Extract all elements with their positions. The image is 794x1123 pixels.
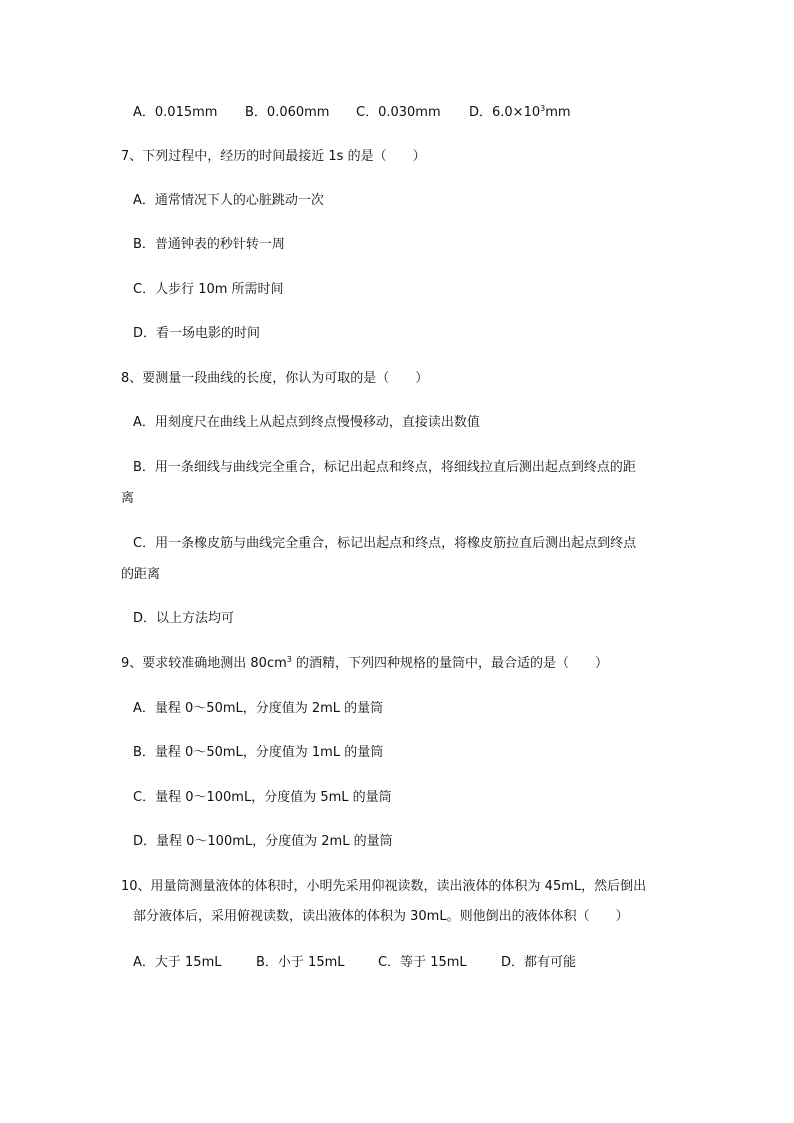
q6-option-c: C．0.030mm bbox=[356, 105, 441, 120]
q8-option-d: D．以上方法均可 bbox=[133, 611, 235, 626]
q6-option-a: A．0.015mm bbox=[133, 105, 218, 120]
q10-options bbox=[133, 954, 576, 972]
q9-option-a: A．量程 0～50mL，分度值为 2mL 的量筒 bbox=[133, 701, 384, 716]
q10-option-d: D．都有可能 bbox=[501, 955, 577, 970]
q7-option-c: C．人步行 10m 所需时间 bbox=[133, 282, 284, 297]
q10-option-c: C．等于 15mL bbox=[378, 955, 467, 970]
q9-option-d: D．量程 0～100mL，分度值为 2mL 的量筒 bbox=[133, 834, 393, 849]
q6-option-d bbox=[469, 104, 571, 122]
q6-option-d-exponent: 3 bbox=[540, 104, 546, 113]
q10-stem-line1: 10、用量筒测量液体的体积时，小明先采用仰视读数，读出液体的体积为 45mL，然后倒出 bbox=[121, 879, 647, 894]
q8-option-c-line1: C．用一条橡皮筋与曲线完全重合，标记出起点和终点，将橡皮筋拉直后测出起点到终点 bbox=[133, 536, 637, 551]
q9-option-c: C．量程 0～100mL，分度值为 5mL 的量筒 bbox=[133, 790, 392, 805]
q6-options bbox=[133, 104, 571, 122]
q8-option-b-line1: B．用一条细线与曲线完全重合，标记出起点和终点，将细线拉直后测出起点到终点的距 bbox=[133, 460, 636, 475]
q8-option-b-line2: 离 bbox=[121, 491, 135, 506]
q10-option-b: B．小于 15mL bbox=[256, 955, 345, 970]
q9-option-b: B．量程 0～50mL，分度值为 1mL 的量筒 bbox=[133, 745, 384, 760]
q9-stem bbox=[121, 655, 608, 673]
q10-option-a: A．大于 15mL bbox=[133, 955, 222, 970]
q9-stem-prefix: 9、要求较准确地测出 80cm bbox=[121, 656, 287, 671]
q6-option-d-prefix: D．6.0×10 bbox=[469, 105, 541, 120]
q10-stem-line2: 部分液体后，采用俯视读数，读出液体的体积为 30mL。则他倒出的液体体积（ ） bbox=[133, 909, 629, 924]
q6-option-b: B．0.060mm bbox=[245, 105, 330, 120]
q9-stem-suffix: 的酒精，下列四种规格的量筒中，最合适的是（ ） bbox=[291, 656, 608, 671]
q7-option-a: A．通常情况下人的心脏跳动一次 bbox=[133, 193, 324, 208]
q9-stem-exponent: 3 bbox=[286, 655, 292, 664]
q7-option-b: B．普通钟表的秒针转一周 bbox=[133, 237, 285, 252]
q6-option-d-unit: mm bbox=[545, 105, 571, 120]
q8-stem: 8、要测量一段曲线的长度，你认为可取的是（ ） bbox=[121, 371, 429, 386]
q8-option-c-line2: 的距离 bbox=[121, 567, 161, 582]
q8-option-a: A．用刻度尺在曲线上从起点到终点慢慢移动，直接读出数值 bbox=[133, 415, 480, 430]
q7-stem: 7、下列过程中，经历的时间最接近 1s 的是（ ） bbox=[121, 149, 426, 164]
q7-option-d: D．看一场电影的时间 bbox=[133, 326, 261, 341]
